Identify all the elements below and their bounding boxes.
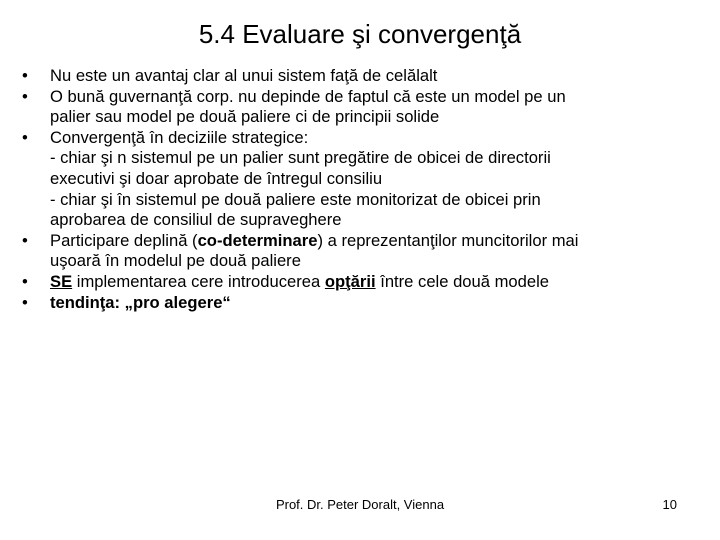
- bullet-text: uşoară în modelul pe două paliere: [50, 251, 301, 271]
- slide-title: 5.4 Evaluare şi convergenţă: [198, 19, 522, 49]
- bullet-text: aprobarea de consiliul de supraveghere: [50, 210, 342, 230]
- bullet-item-1: [22, 66, 702, 87]
- bullet-text-part: între cele două modele: [375, 271, 550, 291]
- page-number: 10: [662, 497, 677, 512]
- bullet-text-part: Participare deplină (: [50, 230, 198, 250]
- bullet-text: [50, 272, 702, 293]
- bullet-item-2: [22, 87, 702, 128]
- bullet-text: O bună guvernanţă corp. nu depinde de faptul că este un model pe un: [50, 86, 566, 106]
- bullet-marker: •: [22, 292, 28, 312]
- bullet-marker: •: [22, 230, 28, 250]
- bullet-text: executivi şi doar aprobate de întregul consiliu: [50, 168, 383, 188]
- bullet-item-5: [22, 272, 702, 293]
- bullet-list: [22, 66, 702, 313]
- bullet-marker: •: [22, 86, 28, 106]
- bullet-marker: •: [22, 66, 28, 85]
- se-term: SE: [50, 271, 73, 291]
- bullet-item-6: [22, 293, 702, 314]
- bullet-marker: •: [22, 271, 28, 291]
- bullet-text: - chiar şi n sistemul pe un palier sunt pregătire de obicei de directorii: [50, 148, 551, 168]
- bullet-marker: •: [22, 127, 28, 147]
- bullet-item-3: [22, 128, 702, 231]
- bullet-text-part: implementarea cere introducerea: [72, 271, 325, 291]
- optarii-term: opţării: [324, 271, 376, 291]
- footer-author: Prof. Dr. Peter Doralt, Vienna: [275, 497, 445, 512]
- bullet-text: [50, 231, 702, 252]
- bullet-item-4: [22, 231, 702, 272]
- bullet-text: tendinţa: „pro alegere“: [50, 292, 231, 312]
- bullet-text: Nu este un avantaj clar al unui sistem faţă de celălalt: [50, 66, 438, 85]
- bullet-text: - chiar şi în sistemul pe două paliere este monitorizat de obicei prin: [50, 189, 541, 209]
- co-determinare-term: co-determinare: [197, 230, 318, 250]
- bullet-text-part: ) a reprezentanţilor muncitorilor mai: [317, 230, 579, 250]
- bullet-text: Convergenţă în deciziile strategice:: [50, 127, 309, 147]
- bullet-text: palier sau model pe două paliere ci de principii solide: [50, 107, 440, 127]
